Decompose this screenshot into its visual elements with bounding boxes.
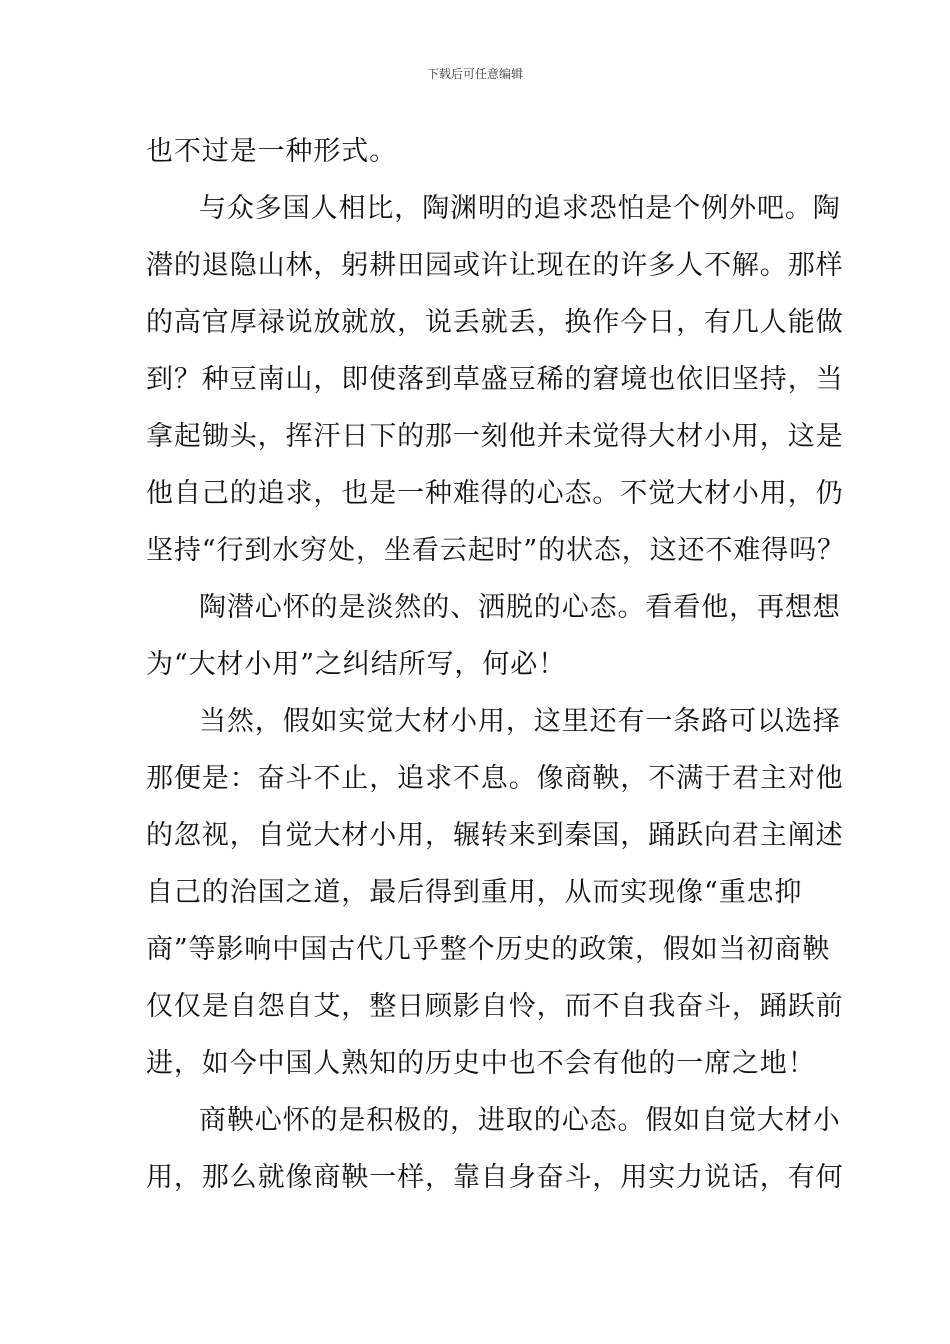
page-header: 下载后可任意编辑 (426, 67, 523, 81)
text-line: 的忽视，自觉大材小用，辗转来到秦国，踊跃向君主阐述 (146, 820, 844, 851)
text-line: 进，如今中国人熟知的历史中也不会有他的一席之地！ (146, 1048, 816, 1079)
text-line: 商鞅心怀的是积极的，进取的心态。假如自觉大材小 (199, 1105, 841, 1136)
text-line: 为“大材小用”之纠结所写，何必！ (146, 649, 567, 680)
text-line: 到？种豆南山，即使落到草盛豆稀的窘境也依旧坚持，当 (146, 364, 844, 395)
text-line: 仅仅是自怨自艾，整日顾影自怜，而不自我奋斗，踊跃前 (146, 991, 844, 1022)
text-line: 他自己的追求，也是一种难得的心态。不觉大材小用，仍 (146, 478, 844, 509)
text-line: 用，那么就像商鞅一样，靠自身奋斗，用实力说话，有何 (146, 1162, 844, 1193)
text-line: 坚持“行到水穷处，坐看云起时”的状态，这还不难得吗？ (146, 535, 846, 566)
text-line: 的高官厚禄说放就放，说丢就丢，换作今日，有几人能做 (146, 307, 844, 338)
text-line: 拿起锄头，挥汗日下的那一刻他并未觉得大材小用，这是 (146, 421, 844, 452)
text-line: 那便是：奋斗不止，追求不息。像商鞅，不满于君主对他 (146, 763, 844, 794)
text-line: 当然，假如实觉大材小用，这里还有一条路可以选择 (199, 706, 841, 737)
text-line: 潜的退隐山林，躬耕田园或许让现在的许多人不解。那样 (146, 250, 844, 281)
text-line: 也不过是一种形式。 (146, 136, 398, 167)
text-line: 商”等影响中国古代几乎整个历史的政策，假如当初商鞅 (146, 934, 831, 965)
text-line: 自己的治国之道，最后得到重用，从而实现像“重忠抑 (146, 877, 803, 908)
text-line: 与众多国人相比，陶渊明的追求恐怕是个例外吧。陶 (199, 193, 841, 224)
text-line: 陶潜心怀的是淡然的、洒脱的心态。看看他，再想想 (199, 592, 841, 623)
